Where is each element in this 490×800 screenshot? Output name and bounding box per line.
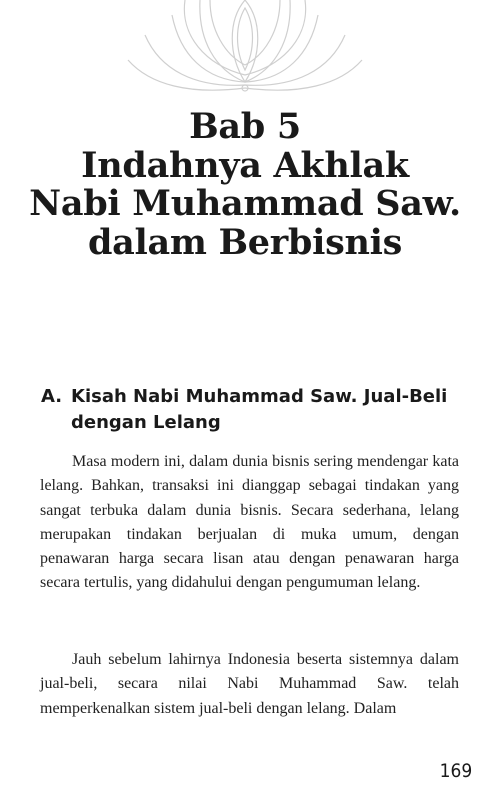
body-paragraph: Masa modern ini, dalam dunia bisnis sering mendengar kata lelang. Bahkan, transaksi ini dianggap sebagai tindakan yang sangat terbuka dalam dunia bisnis. Secara sederhana, lelang merupakan tindakan berjualan di muka umum, dengan penawaran harga secara lisan atau dengan penawaran harga secara tertulis, yang didahului dengan pengumuman lelang.	[40, 453, 459, 592]
mandala-ornament	[0, 0, 490, 95]
section-letter: A.	[41, 386, 63, 407]
chapter-title	[0, 108, 490, 262]
chapter-title-line: dalam Berbisnis	[87, 221, 403, 263]
body-paragraph: Jauh sebelum lahirnya Indonesia beserta sistemnya dalam jual-beli, secara nilai Nabi Muhammad Saw. telah memperkenalkan sistem jual-beli dengan lelang. Dalam	[40, 651, 459, 717]
chapter-title-line: Bab 5	[189, 106, 301, 147]
section-title: Kisah Nabi Muhammad Saw. Jual-Beli dengan Lelang	[71, 386, 448, 433]
page-number: 169	[439, 760, 472, 782]
chapter-title-line: Nabi Muhammad Saw.	[29, 183, 461, 224]
chapter-title-line: Indahnya Akhlak	[81, 144, 409, 186]
